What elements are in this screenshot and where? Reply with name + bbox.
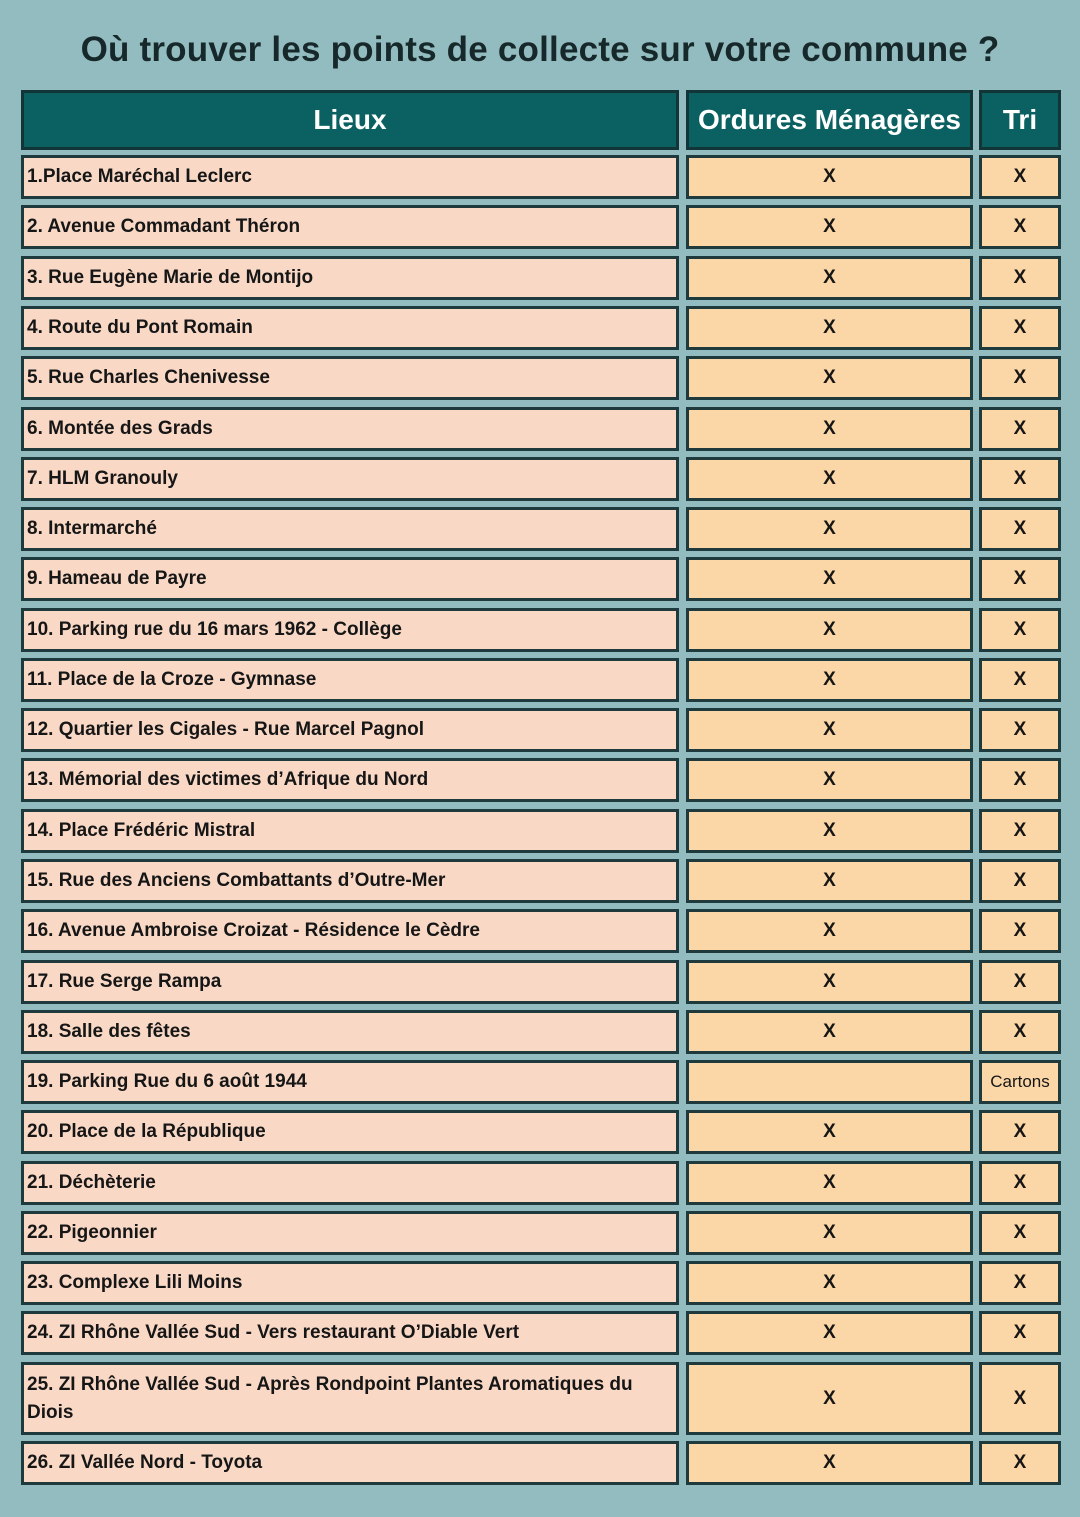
row-lieu: 13. Mémorial des victimes d’Afrique du Nord: [21, 758, 679, 802]
table-row: [21, 1311, 1061, 1355]
row-lieu: 2. Avenue Commadant Théron: [21, 205, 679, 249]
row-ordures-mark: X: [686, 256, 973, 300]
row-lieu: 4. Route du Pont Romain: [21, 306, 679, 350]
row-lieu: 22. Pigeonnier: [21, 1211, 679, 1255]
header-tri: Tri: [979, 90, 1061, 150]
row-tri-mark: X: [979, 507, 1061, 551]
row-tri-mark: X: [979, 658, 1061, 702]
row-tri-mark: X: [979, 1362, 1061, 1435]
header-lieux: Lieux: [21, 90, 679, 150]
row-ordures-mark: X: [686, 1161, 973, 1205]
table-row: [21, 457, 1061, 501]
row-tri-mark: X: [979, 608, 1061, 652]
row-ordures-mark: X: [686, 457, 973, 501]
row-ordures-mark: X: [686, 205, 973, 249]
row-tri-mark: X: [979, 457, 1061, 501]
table-row: [21, 1060, 1061, 1104]
table-row: [21, 256, 1061, 300]
row-ordures-mark: X: [686, 758, 973, 802]
row-lieu: 5. Rue Charles Chenivesse: [21, 356, 679, 400]
row-lieu: 9. Hameau de Payre: [21, 557, 679, 601]
row-lieu: 8. Intermarché: [21, 507, 679, 551]
row-tri-mark: X: [979, 557, 1061, 601]
table-row: [21, 507, 1061, 551]
row-ordures-mark: X: [686, 1110, 973, 1154]
row-ordures-mark: X: [686, 1010, 973, 1054]
row-ordures-mark: X: [686, 1261, 973, 1305]
row-lieu: 12. Quartier les Cigales - Rue Marcel Pagnol: [21, 708, 679, 752]
table-row: [21, 356, 1061, 400]
row-lieu: 18. Salle des fêtes: [21, 1010, 679, 1054]
row-lieu: 6. Montée des Grads: [21, 407, 679, 451]
row-tri-mark: X: [979, 1010, 1061, 1054]
table-row: [21, 1010, 1061, 1054]
row-lieu: 7. HLM Granouly: [21, 457, 679, 501]
row-tri-mark: X: [979, 1211, 1061, 1255]
row-ordures-mark: X: [686, 155, 973, 199]
table-row: [21, 960, 1061, 1004]
table-row: [21, 658, 1061, 702]
row-ordures-mark: X: [686, 960, 973, 1004]
row-lieu: 21. Déchèterie: [21, 1161, 679, 1205]
row-tri-mark: X: [979, 1110, 1061, 1154]
table-row: [21, 557, 1061, 601]
row-ordures-mark: X: [686, 1211, 973, 1255]
row-tri-mark: X: [979, 960, 1061, 1004]
row-ordures-mark: X: [686, 507, 973, 551]
table-row: [21, 407, 1061, 451]
table-row: [21, 608, 1061, 652]
row-lieu: 14. Place Frédéric Mistral: [21, 809, 679, 853]
row-tri-mark: X: [979, 407, 1061, 451]
row-ordures-mark: X: [686, 1441, 973, 1485]
row-lieu: 26. ZI Vallée Nord - Toyota: [21, 1441, 679, 1485]
table-row: [21, 155, 1061, 199]
table-row: [21, 809, 1061, 853]
table-row: [21, 306, 1061, 350]
table-row: [21, 205, 1061, 249]
row-ordures-mark: X: [686, 809, 973, 853]
row-tri-mark: X: [979, 809, 1061, 853]
header-ordures: Ordures Ménagères: [686, 90, 973, 150]
row-tri-mark: Cartons: [979, 1060, 1061, 1104]
table-row: [21, 1441, 1061, 1485]
row-lieu: 1.Place Maréchal Leclerc: [21, 155, 679, 199]
table-row: [21, 708, 1061, 752]
row-lieu: 10. Parking rue du 16 mars 1962 - Collège: [21, 608, 679, 652]
table-row: [21, 758, 1061, 802]
row-lieu: 3. Rue Eugène Marie de Montijo: [21, 256, 679, 300]
row-tri-mark: X: [979, 708, 1061, 752]
row-lieu: 24. ZI Rhône Vallée Sud - Vers restaurant O’Diable Vert: [21, 1311, 679, 1355]
table-row: [21, 1211, 1061, 1255]
row-ordures-mark: X: [686, 306, 973, 350]
row-ordures-mark: X: [686, 859, 973, 903]
table-row: [21, 1110, 1061, 1154]
row-ordures-mark: [686, 1060, 973, 1104]
row-tri-mark: X: [979, 256, 1061, 300]
row-ordures-mark: X: [686, 708, 973, 752]
table-row: [21, 1362, 1061, 1435]
row-tri-mark: X: [979, 1311, 1061, 1355]
row-ordures-mark: X: [686, 909, 973, 953]
row-ordures-mark: X: [686, 658, 973, 702]
row-lieu: 17. Rue Serge Rampa: [21, 960, 679, 1004]
row-ordures-mark: X: [686, 407, 973, 451]
row-tri-mark: X: [979, 1441, 1061, 1485]
row-tri-mark: X: [979, 356, 1061, 400]
row-ordures-mark: X: [686, 1362, 973, 1435]
table-row: [21, 909, 1061, 953]
row-tri-mark: X: [979, 909, 1061, 953]
table-header: [21, 90, 1061, 150]
row-lieu: 25. ZI Rhône Vallée Sud - Après Rondpoint Plantes Aromatiques du Diois: [21, 1362, 679, 1435]
table-row: [21, 1161, 1061, 1205]
row-ordures-mark: X: [686, 1311, 973, 1355]
table-row: [21, 1261, 1061, 1305]
row-tri-mark: X: [979, 1161, 1061, 1205]
row-tri-mark: X: [979, 306, 1061, 350]
row-tri-mark: X: [979, 1261, 1061, 1305]
row-lieu: 16. Avenue Ambroise Croizat - Résidence le Cèdre: [21, 909, 679, 953]
row-lieu: 23. Complexe Lili Moins: [21, 1261, 679, 1305]
row-tri-mark: X: [979, 859, 1061, 903]
row-lieu: 11. Place de la Croze - Gymnase: [21, 658, 679, 702]
row-lieu: 20. Place de la République: [21, 1110, 679, 1154]
row-lieu: 15. Rue des Anciens Combattants d’Outre-Mer: [21, 859, 679, 903]
row-tri-mark: X: [979, 205, 1061, 249]
row-tri-mark: X: [979, 758, 1061, 802]
page-title: Où trouver les points de collecte sur votre commune ?: [80, 30, 1000, 69]
row-ordures-mark: X: [686, 608, 973, 652]
row-tri-mark: X: [979, 155, 1061, 199]
row-ordures-mark: X: [686, 356, 973, 400]
row-ordures-mark: X: [686, 557, 973, 601]
table-row: [21, 859, 1061, 903]
row-lieu: 19. Parking Rue du 6 août 1944: [21, 1060, 679, 1104]
